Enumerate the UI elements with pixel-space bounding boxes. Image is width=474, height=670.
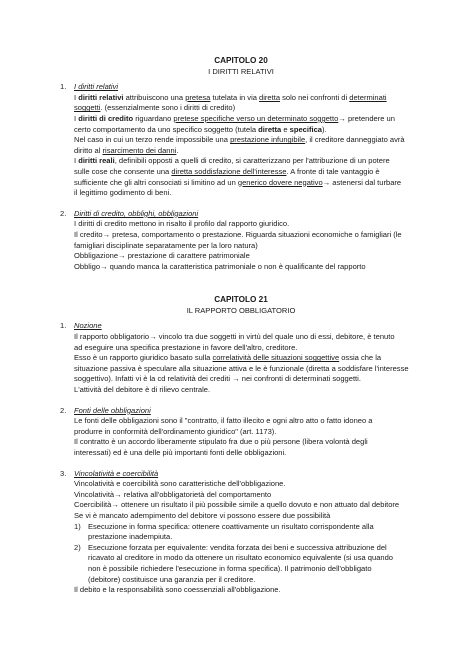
section-heading: I diritti relativi (74, 82, 119, 92)
section-number: 3. (60, 468, 67, 478)
text-line: I diritti di credito riguardano pretese specifiche verso un determinato soggetto→ pretendere un (74, 113, 395, 123)
text-line: Il contratto è un accordo liberamente stipulato fra due o più persone (libera volontà degli (74, 437, 368, 447)
text-line: Obbligo→ quando manca la caratteristica patrimoniale o non è qualificante del rapporto (74, 261, 366, 271)
section-diritti-relativi (60, 82, 422, 199)
text-line: Vincolatività→ relativa all'obbligatorietà del comportamento (74, 489, 272, 499)
section-number: 1. (60, 321, 67, 331)
section-heading: Nozione (74, 321, 102, 331)
section-vincolativita (60, 469, 422, 596)
text-line: Le fonti delle obbligazioni sono il "contratto, il fatto illecito e ogni altro atto o fatto idoneo a (74, 416, 373, 426)
section-number: 2. (60, 208, 67, 218)
section-heading: Diritti di credito, obblighi, obbligazioni (74, 208, 199, 218)
text-line: I diritti reali, definibili opposti a quelli di credito, si caratterizzano per l'attribuzione di un potere (74, 156, 390, 166)
text-line: famigliari disciplinate separatamente per la loro natura) (74, 240, 258, 250)
list-item: 2) Esecuzione forzata per equivalente: vendita forzata dei beni e successiva attribuzione del ricavato al creditore in modo da ottenere un risultato economico equivalente (si usa quando non è possibile richiedere l'esecuzione in forma specifica). Il patrimonio dell'obbligato (debitore) costituisce una garanzia per il creditore. (74, 542, 393, 584)
text-line: Nel caso in cui un terzo rende impossibile una prestazione infungibile, il creditore danneggiato avrà (74, 135, 405, 145)
text-line: Obbligazione→ prestazione di carattere patrimoniale (74, 251, 250, 261)
chapter-20-title: I DIRITTI RELATIVI (208, 66, 274, 76)
text-line: soggettivo). Infatti vi è la cd relatività dei crediti → nei confronti di determinati soggetti. (74, 374, 361, 384)
text-line: diritto al risarcimento dei danni. (74, 145, 179, 155)
text-line: certo comportamento da uno specifico soggetto (tutela diretta e specifica). (74, 124, 327, 134)
text-line: L'attività del debitore è di rilievo centrale. (74, 385, 211, 395)
text-line: sulle cose che consente una diretta soddisfazione dell'interesse. A fronte di tale vantaggio è (74, 166, 380, 176)
section-fonti-delle-obbligazioni (60, 406, 422, 459)
text-line: I diritti relativi attribuiscono una pretesa tutelata in via diretta solo nei confronti di determinati (74, 92, 387, 102)
list-item: 1) Esecuzione in forma specifica: ottenere coattivamente un risultato corrispondente alla prestazione inadempiuta. (74, 521, 374, 542)
text-line: Il rapporto obbligatorio→ vincolo tra due soggetti in virtù del quale uno di essi, debitore, è tenuto (74, 332, 395, 342)
section-heading: Vincolatività e coercibilità (74, 468, 159, 478)
text-line: situazione passiva è speculare alla situazione attiva e le è funzionale (diretta a soddisfare l'interesse (74, 363, 409, 373)
chapter-21-number: CAPITOLO 21 (214, 295, 268, 305)
text-line: I diritti di credito mettono in risalto il profilo dal rapporto giuridico. (74, 219, 290, 229)
chapter-20-number: CAPITOLO 20 (214, 56, 268, 65)
section-number: 2. (60, 405, 67, 415)
text-line: Se vi è mancato adempimento del debitore vi possono essere due possibilità (74, 510, 331, 520)
text-line: Il credito→ pretesa, comportamento o prestazione. Riguarda situazioni economiche o famigliari (le (74, 229, 402, 239)
section-number: 1. (60, 82, 67, 92)
text-line: Il debito e la responsabilità sono coessenziali all'obbligazione. (74, 585, 281, 595)
section-nozione (60, 321, 422, 395)
text-line: interessati) ed è una delle più importanti fonti delle obbligazioni. (74, 448, 287, 457)
text-line: ad eseguire una specifica prestazione in favore dell'altro, creditore. (74, 342, 298, 352)
text-line: il legittimo godimento di beni. (74, 188, 172, 198)
text-line: Vincolatività e coercibilità sono caratteristiche dell'obbligazione. (74, 479, 286, 489)
section-diritti-di-credito (60, 209, 422, 273)
text-line: soggetti. (essenzialmente sono i diritti di credito) (74, 103, 236, 113)
section-heading: Fonti delle obbligazioni (74, 405, 151, 415)
text-line: Esso è un rapporto giuridico basato sulla correlatività delle situazioni soggettive ossia che la (74, 353, 382, 363)
chapter-21-title: IL RAPPORTO OBBLIGATORIO (186, 305, 296, 315)
text-line: Coercibilità→ ottenere un risultato il più possibile simile a quello dovuto e non attuato dal debitore (74, 500, 400, 510)
text-line: produrre in conformità dell'ordinamento giuridico" (art. 1173). (74, 426, 277, 436)
text-line: sufficiente che gli altri consociati si limitino ad un generico dovere negativo→ astenersi dal turbare (74, 177, 402, 187)
page-content (60, 56, 422, 606)
